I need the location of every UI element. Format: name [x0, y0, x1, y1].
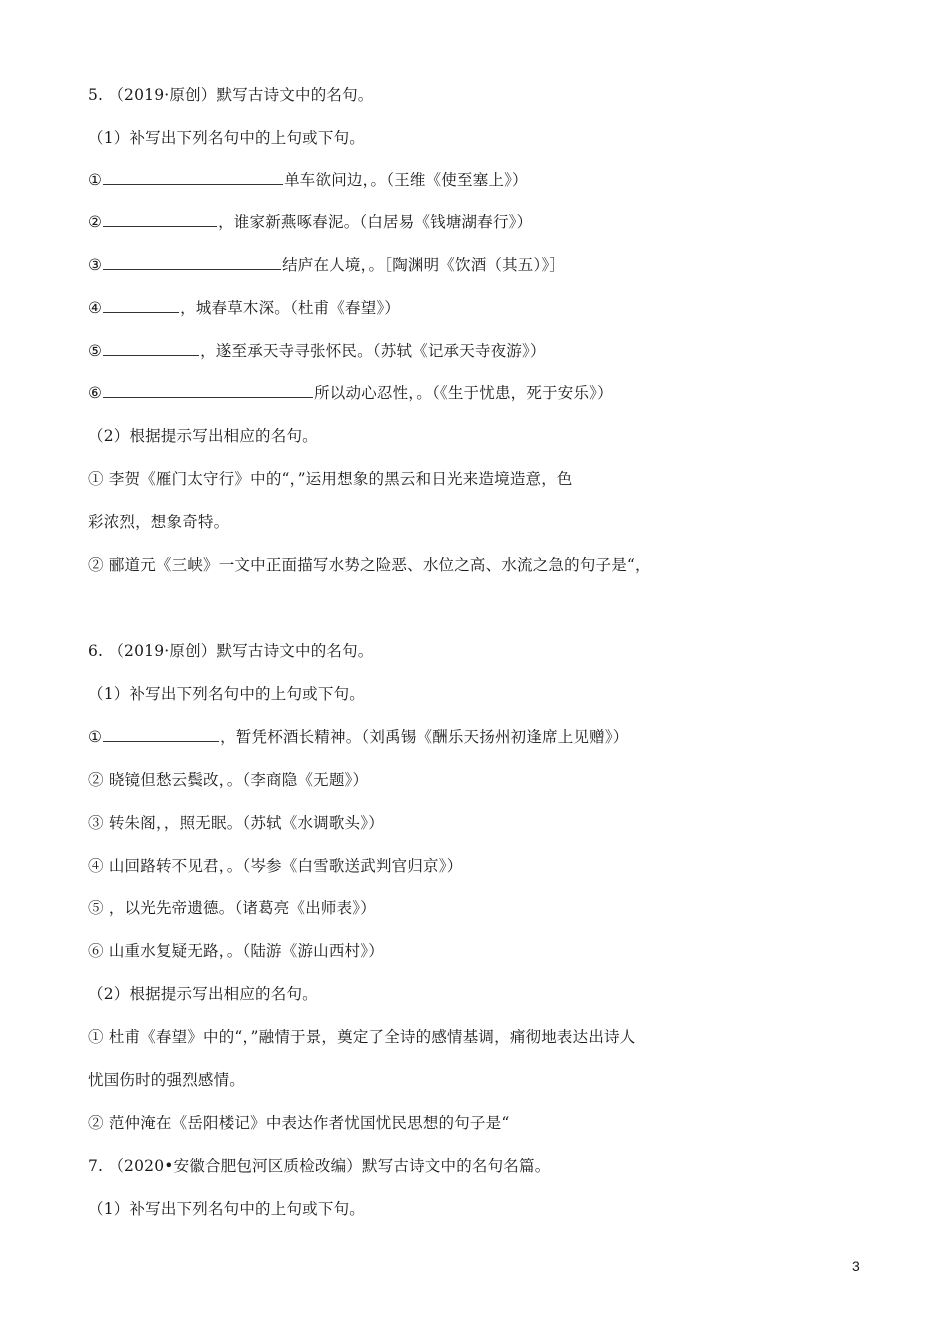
item-number: ① [88, 728, 103, 746]
item-number: ③ [88, 814, 104, 832]
q5-part1-title: （1）补写出下列名句中的上句或下句。 [88, 129, 365, 147]
item-text: ，城春草木深。（杜甫《春望》） [180, 299, 401, 317]
q5-hint-1-line-2: 彩浓烈，想象奇特。 [88, 513, 230, 531]
item-text: ，以光先帝遗德。（诸葛亮《出师表》） [108, 899, 376, 917]
q6-hint-1-line-2: 忧国伤时的强烈感情。 [88, 1071, 246, 1089]
q5-hint-2: ② 郦道元《三峡》一文中正面描写水势之险恶、水位之高、水流之急的句子是“， [88, 556, 651, 574]
q6-hint-2: ② 范仲淹在《岳阳楼记》中表达作者忧国忧民思想的句子是“ [88, 1114, 510, 1132]
item-number: ⑥ [88, 384, 103, 402]
answer-blank[interactable] [103, 254, 281, 270]
item-text: 转朱阁，，照无眠。（苏轼《水调歌头》） [108, 814, 384, 832]
q6-item-6 [88, 940, 384, 962]
q6-item-5 [88, 897, 376, 919]
q5-item-6 [88, 382, 613, 404]
item-text: 山回路转不见君，。（岑参《白雪歌送武判官归京》） [108, 857, 463, 875]
q5-hint-1-line-1: ① 李贺《雁门太守行》中的“，”运用想象的黑云和日光来造境造意，色 [88, 470, 573, 488]
q5-item-1 [88, 169, 528, 191]
q7-part1-title: （1）补写出下列名句中的上句或下句。 [88, 1200, 365, 1218]
q6-item-3 [88, 812, 384, 834]
item-number: ① [88, 171, 103, 189]
q6-heading: 6. （2019·原创）默写古诗文中的名句。 [88, 642, 374, 660]
q6-part2-title: （2）根据提示写出相应的名句。 [88, 985, 318, 1003]
q6-hint-1-line-1: ① 杜甫《春望》中的“，”融情于景，奠定了全诗的感情基调，痛彻地表达出诗人 [88, 1028, 636, 1046]
q6-item-1 [88, 726, 629, 748]
item-number: ⑥ [88, 942, 104, 960]
answer-blank[interactable] [103, 169, 283, 185]
q6-item-4 [88, 855, 462, 877]
q5-item-5 [88, 340, 546, 362]
q7-heading: 7. （2020•安徽合肥包河区质检改编）默写古诗文中的名句名篇。 [88, 1157, 551, 1175]
q5-part2-title: （2）根据提示写出相应的名句。 [88, 427, 318, 445]
item-text: 晓镜但愁云鬓改，。（李商隐《无题》） [108, 771, 369, 789]
answer-blank[interactable] [103, 382, 313, 398]
item-text: ，暂凭杯酒长精神。（刘禹锡《酬乐天扬州初逢席上见赠》） [220, 728, 629, 746]
item-number: ② [88, 771, 104, 789]
q5-item-3 [88, 254, 565, 276]
item-number: ④ [88, 299, 103, 317]
answer-blank[interactable] [103, 297, 179, 313]
q5-heading: 5. （2019·原创）默写古诗文中的名句。 [88, 86, 374, 104]
answer-blank[interactable] [103, 726, 219, 742]
q5-item-2 [88, 211, 532, 233]
q6-item-2 [88, 769, 368, 791]
item-text: ，遂至承天寺寻张怀民。（苏轼《记承天寺夜游》） [200, 342, 546, 360]
item-text: ，谁家新燕啄春泥。（白居易《钱塘湖春行》） [218, 213, 533, 231]
answer-blank[interactable] [103, 211, 217, 227]
q6-part1-title: （1）补写出下列名句中的上句或下句。 [88, 685, 365, 703]
answer-blank[interactable] [103, 340, 199, 356]
item-number: ⑤ [88, 342, 103, 360]
item-number: ③ [88, 256, 103, 274]
item-text: 结庐在人境，。［陶渊明《饮酒（其五）》］ [282, 256, 566, 274]
item-number: ⑤ [88, 899, 104, 917]
item-text: 所以动心忍性，。（《生于忧患，死于安乐》） [314, 384, 613, 402]
item-number: ② [88, 213, 103, 231]
q5-item-4 [88, 297, 400, 319]
item-text: 单车欲问边，。（王维《使至塞上》） [284, 171, 528, 189]
page-number: 3 [852, 1258, 860, 1274]
item-number: ④ [88, 857, 104, 875]
item-text: 山重水复疑无路，。（陆游《游山西村》） [108, 942, 384, 960]
